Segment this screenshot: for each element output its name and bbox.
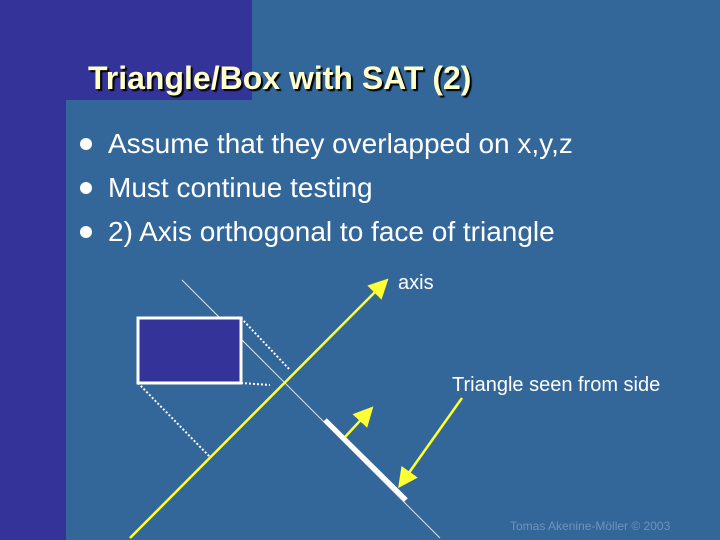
bullet-text: Assume that they overlapped on x,y,z	[108, 128, 573, 159]
triangle-side	[325, 420, 406, 500]
axis-label: axis	[398, 272, 434, 294]
bullet-text: 2) Axis orthogonal to face of triangle	[108, 216, 555, 247]
projection-line	[241, 318, 290, 370]
projection-line	[138, 383, 210, 457]
bullet-text: Must continue testing	[108, 172, 373, 203]
triangle-label: Triangle seen from side	[452, 374, 661, 396]
box-shape	[138, 318, 241, 383]
slide-title: Triangle/Box with SAT (2)	[88, 60, 472, 96]
footer-credit: Tomas Akenine-Möller © 2003	[510, 519, 671, 533]
pointer-arrow	[401, 398, 462, 484]
normal-arrow	[345, 410, 370, 437]
projection-line	[241, 383, 270, 385]
